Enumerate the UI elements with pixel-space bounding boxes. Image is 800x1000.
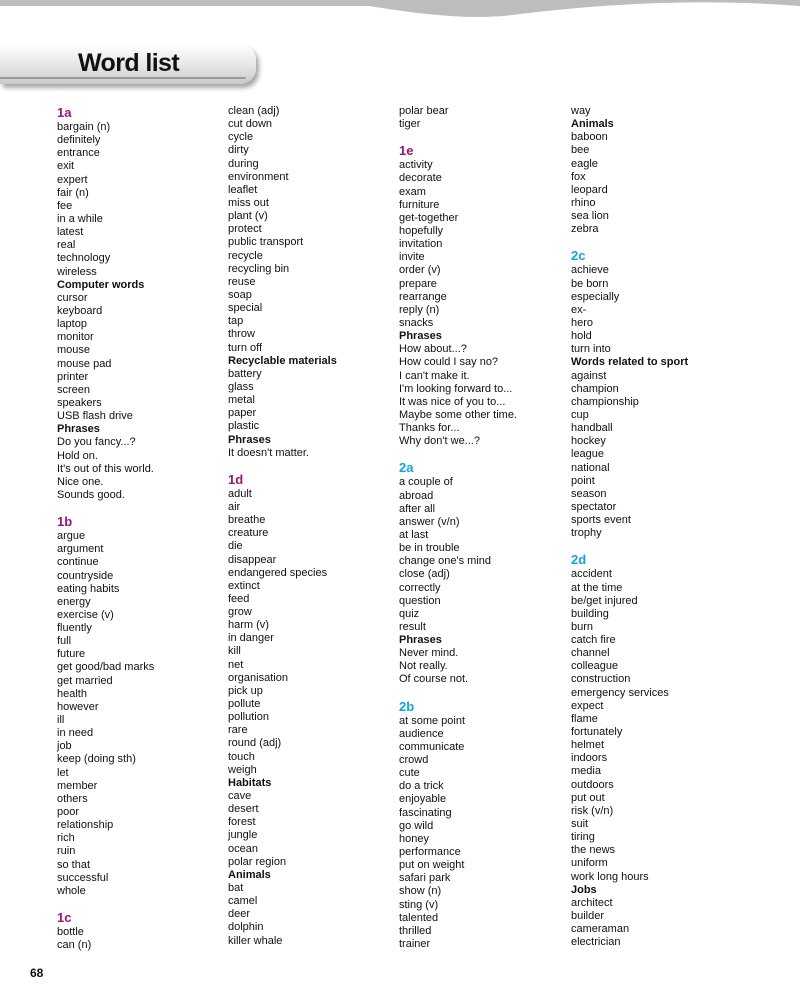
- word-entry: ill: [57, 714, 65, 727]
- word-entry: so that: [57, 858, 91, 871]
- word-entry: show (n): [399, 885, 442, 898]
- word-entry: polar bear: [399, 105, 449, 117]
- word-entry: cameraman: [571, 923, 630, 936]
- word-entry: the news: [571, 844, 616, 857]
- word-entry: touch: [228, 750, 255, 763]
- word-entry: whole: [57, 884, 86, 897]
- word-list: [571, 568, 731, 949]
- word-entry: fortunately: [571, 726, 623, 739]
- word-entry: eagle: [571, 157, 598, 170]
- word-entry: uniform: [571, 857, 608, 870]
- word-entry: continue: [57, 556, 99, 569]
- word-entry: championship: [571, 395, 639, 408]
- word-entry: cave: [228, 790, 252, 803]
- word-entry: clean (adj): [228, 105, 280, 117]
- word-entry: cute: [399, 767, 420, 780]
- word-entry: glass: [228, 380, 254, 393]
- word-entry: hero: [571, 316, 594, 329]
- word-entry: invitation: [399, 238, 443, 251]
- word-list: [571, 264, 731, 540]
- word-entry: rearrange: [399, 290, 447, 303]
- word-entry: cut down: [228, 118, 273, 131]
- word-entry: pollution: [228, 711, 269, 724]
- word-entry: net: [228, 658, 244, 671]
- word-entry: correctly: [399, 581, 441, 594]
- word-entry: at the time: [571, 581, 623, 594]
- word-entry: burn: [571, 620, 594, 633]
- section-heading: 1a: [57, 105, 72, 120]
- word-entry: throw: [228, 328, 255, 341]
- word-entry: adult: [228, 487, 252, 500]
- word-section-1a: [57, 105, 217, 502]
- word-entry: Why don't we...?: [399, 435, 480, 448]
- word-entry: countryside: [57, 569, 114, 582]
- word-entry: rare: [228, 724, 248, 737]
- word-entry: thrilled: [399, 924, 432, 937]
- word-entry: others: [57, 792, 88, 805]
- word-entry: furniture: [399, 198, 440, 211]
- word-entry: It's out of this world.: [57, 462, 154, 475]
- section-heading: 1c: [57, 910, 72, 926]
- word-entry: expect: [571, 699, 604, 712]
- word-entry: cursor: [57, 291, 88, 304]
- word-section-2c: [571, 248, 731, 540]
- word-entry: sports event: [571, 514, 631, 527]
- word-entry: against: [571, 369, 607, 382]
- word-entry: Maybe some other time.: [399, 408, 517, 421]
- word-entry: successful: [57, 871, 109, 884]
- word-entry: energy: [57, 595, 91, 608]
- subheading: Phrases: [399, 330, 442, 343]
- word-entry: communicate: [399, 740, 465, 753]
- word-entry: be in trouble: [399, 542, 460, 555]
- word-section-1b: [57, 514, 217, 898]
- word-entry: fascinating: [399, 806, 452, 819]
- word-entry: hold: [571, 330, 592, 343]
- word-entry: turn off: [228, 341, 263, 354]
- word-entry: Not really.: [399, 660, 448, 673]
- word-section-1c: [57, 910, 217, 952]
- word-entry: baboon: [571, 131, 608, 144]
- word-entry: fluently: [57, 622, 92, 635]
- word-entry: screen: [57, 383, 91, 396]
- word-entry: helmet: [571, 739, 605, 752]
- word-list: [228, 488, 388, 948]
- word-entry: organisation: [228, 671, 288, 684]
- word-entry: pick up: [228, 684, 263, 697]
- word-entry: bottle: [57, 926, 84, 939]
- word-entry: printer: [57, 370, 89, 383]
- word-entry: jungle: [228, 829, 258, 842]
- word-entry: member: [57, 779, 98, 792]
- word-entry: exit: [57, 160, 75, 173]
- word-entry: mouse pad: [57, 357, 112, 370]
- word-entry: a couple of: [399, 476, 453, 489]
- section-heading: 2d: [571, 552, 587, 568]
- word-entry: eating habits: [57, 582, 120, 595]
- word-entry: It was nice of you to...: [399, 395, 506, 408]
- subheading: Words related to sport: [571, 356, 689, 369]
- word-column-4: [571, 105, 731, 961]
- section-heading: 2a: [399, 460, 414, 476]
- word-entry: emergency services: [571, 686, 669, 699]
- word-entry: wireless: [57, 265, 97, 278]
- word-entry: league: [571, 448, 605, 461]
- word-entry: answer (v/n): [399, 515, 460, 528]
- word-entry: ex-: [571, 303, 587, 316]
- header-wave-decoration: [0, 0, 800, 40]
- word-entry: argument: [57, 543, 104, 556]
- subheading: Phrases: [228, 433, 271, 446]
- word-section-continued: [399, 105, 559, 131]
- word-entry: snacks: [399, 316, 434, 329]
- word-entry: sting (v): [399, 898, 439, 911]
- word-entry: plastic: [228, 420, 260, 433]
- section-heading: 1e: [399, 143, 414, 159]
- word-entry: talented: [399, 911, 439, 924]
- word-entry: however: [57, 700, 99, 713]
- word-entry: Do you fancy...?: [57, 436, 136, 449]
- word-section-continued: [228, 105, 388, 460]
- word-entry: order (v): [399, 264, 441, 277]
- word-entry: forest: [228, 816, 256, 829]
- word-entry: get married: [57, 674, 113, 687]
- word-entry: rhino: [571, 196, 596, 209]
- page-title: Word list: [78, 49, 180, 77]
- word-entry: tiger: [399, 118, 421, 131]
- word-entry: polar region: [228, 855, 287, 868]
- word-entry: killer whale: [228, 934, 283, 947]
- word-entry: trainer: [399, 938, 431, 951]
- word-entry: public transport: [228, 236, 304, 249]
- word-section-1d: [228, 472, 388, 948]
- word-entry: round (adj): [228, 737, 282, 750]
- word-column-3: [399, 105, 559, 963]
- word-entry: sea lion: [571, 210, 609, 223]
- word-entry: entrance: [57, 147, 100, 160]
- word-entry: keep (doing sth): [57, 753, 136, 766]
- word-entry: abroad: [399, 489, 434, 502]
- word-section-1e: [399, 143, 559, 448]
- word-entry: pollute: [228, 698, 261, 711]
- word-entry: bat: [228, 882, 244, 895]
- word-entry: cup: [571, 408, 589, 421]
- word-entry: future: [57, 648, 86, 661]
- word-entry: electrician: [571, 936, 621, 949]
- word-entry: dirty: [228, 144, 249, 157]
- word-entry: poor: [57, 806, 80, 819]
- word-entry: kill: [228, 645, 241, 658]
- word-entry: leaflet: [228, 183, 258, 196]
- word-entry: endangered species: [228, 566, 328, 579]
- word-entry: recycling bin: [228, 262, 290, 275]
- section-heading: 2b: [399, 698, 415, 714]
- word-entry: let: [57, 766, 69, 779]
- word-entry: can (n): [57, 939, 92, 952]
- word-entry: special: [228, 302, 263, 315]
- word-entry: point: [571, 474, 595, 487]
- word-entry: full: [57, 635, 72, 648]
- word-entry: real: [57, 239, 76, 252]
- word-entry: tiring: [571, 831, 595, 844]
- word-entry: dolphin: [228, 921, 264, 934]
- word-entry: I can't make it.: [399, 369, 470, 382]
- word-entry: keyboard: [57, 304, 103, 317]
- word-entry: argue: [57, 530, 86, 543]
- word-entry: after all: [399, 502, 436, 515]
- word-entry: suit: [571, 818, 589, 831]
- word-entry: media: [571, 765, 601, 778]
- word-entry: performance: [399, 846, 461, 859]
- word-entry: cycle: [228, 131, 254, 144]
- subheading: Recyclable materials: [228, 354, 337, 367]
- word-entry: prepare: [399, 277, 437, 290]
- word-entry: put on weight: [399, 859, 465, 872]
- word-list: [228, 105, 388, 460]
- section-heading: 2c: [571, 248, 586, 264]
- word-entry: exam: [399, 185, 426, 198]
- subheading: Phrases: [57, 423, 100, 436]
- word-entry: channel: [571, 647, 610, 660]
- word-entry: quiz: [399, 607, 420, 620]
- word-entry: get good/bad marks: [57, 661, 155, 674]
- word-entry: season: [571, 487, 607, 500]
- word-entry: deer: [228, 908, 251, 921]
- word-entry: paper: [228, 407, 257, 420]
- word-entry: latest: [57, 226, 84, 239]
- word-entry: fee: [57, 199, 73, 212]
- word-entry: bee: [571, 144, 590, 157]
- word-entry: job: [57, 740, 72, 753]
- word-entry: tap: [228, 315, 244, 328]
- word-entry: indoors: [571, 752, 608, 765]
- word-section-2b: [399, 699, 559, 952]
- subheading: Habitats: [228, 776, 272, 789]
- subheading: Jobs: [571, 883, 597, 896]
- word-entry: Of course not.: [399, 673, 469, 686]
- word-entry: definitely: [57, 134, 101, 147]
- word-entry: technology: [57, 252, 111, 265]
- word-entry: risk (v/n): [571, 804, 614, 817]
- word-entry: at some point: [399, 714, 466, 727]
- word-entry: achieve: [571, 264, 609, 277]
- word-entry: invite: [399, 251, 425, 264]
- word-entry: disappear: [228, 553, 277, 566]
- word-entry: How about...?: [399, 343, 467, 356]
- word-entry: go wild: [399, 819, 434, 832]
- word-entry: camel: [228, 895, 258, 908]
- word-entry: speakers: [57, 396, 102, 409]
- word-entry: way: [571, 105, 591, 117]
- word-entry: die: [228, 540, 243, 553]
- word-entry: metal: [228, 394, 255, 407]
- word-entry: fair (n): [57, 186, 89, 199]
- word-entry: building: [571, 607, 609, 620]
- word-entry: fox: [571, 170, 586, 183]
- section-heading: 1b: [57, 514, 73, 530]
- word-entry: expert: [57, 173, 88, 186]
- subheading: Animals: [571, 118, 614, 131]
- word-entry: reuse: [228, 275, 256, 288]
- word-entry: It doesn't matter.: [228, 446, 309, 459]
- word-entry: audience: [399, 727, 444, 740]
- word-entry: leopard: [571, 183, 608, 196]
- word-entry: Sounds good.: [57, 488, 125, 501]
- word-column-2: [228, 105, 388, 960]
- word-entry: in danger: [228, 632, 274, 645]
- word-entry: decorate: [399, 172, 442, 185]
- word-entry: monitor: [57, 331, 94, 344]
- word-section-2d: [571, 552, 731, 949]
- word-entry: protect: [228, 223, 262, 236]
- word-entry: during: [228, 157, 259, 170]
- word-entry: change one's mind: [399, 555, 491, 568]
- word-entry: How could I say no?: [399, 356, 499, 369]
- word-entry: construction: [571, 673, 631, 686]
- word-entry: battery: [228, 367, 262, 380]
- word-list: [399, 476, 559, 686]
- word-list: [57, 926, 217, 952]
- word-entry: ruin: [57, 845, 76, 858]
- word-entry: Never mind.: [399, 647, 459, 660]
- word-entry: builder: [571, 910, 605, 923]
- word-entry: safari park: [399, 872, 451, 885]
- word-list: [571, 105, 731, 236]
- word-entry: trophy: [571, 527, 602, 540]
- word-entry: relationship: [57, 819, 114, 832]
- subheading: Phrases: [399, 634, 442, 647]
- word-entry: architect: [571, 896, 613, 909]
- word-list: [399, 159, 559, 448]
- word-entry: enjoyable: [399, 793, 447, 806]
- word-entry: health: [57, 687, 87, 700]
- subheading: Computer words: [57, 278, 145, 291]
- word-list: [57, 530, 217, 898]
- word-entry: plant (v): [228, 210, 268, 223]
- page-number: 68: [30, 966, 44, 980]
- word-list: [399, 715, 559, 952]
- word-entry: spectator: [571, 500, 617, 513]
- word-list: [57, 121, 217, 502]
- word-entry: bargain (n): [57, 121, 111, 133]
- word-entry: I'm looking forward to...: [399, 382, 513, 395]
- word-entry: flame: [571, 712, 598, 725]
- word-entry: creature: [228, 527, 269, 540]
- word-entry: Thanks for...: [399, 422, 460, 435]
- word-entry: recycle: [228, 249, 263, 262]
- word-entry: rich: [57, 832, 75, 845]
- word-entry: handball: [571, 422, 613, 435]
- word-entry: outdoors: [571, 778, 614, 791]
- word-entry: breathe: [228, 514, 266, 527]
- word-entry: activity: [399, 159, 433, 172]
- word-entry: soap: [228, 288, 252, 301]
- word-entry: especially: [571, 290, 620, 303]
- word-entry: laptop: [57, 318, 87, 331]
- word-entry: exercise (v): [57, 608, 114, 621]
- word-entry: harm (v): [228, 619, 269, 632]
- word-list: [399, 105, 559, 131]
- word-entry: question: [399, 594, 441, 607]
- word-entry: do a trick: [399, 780, 444, 793]
- word-entry: crowd: [399, 754, 429, 767]
- word-entry: champion: [571, 382, 619, 395]
- word-entry: environment: [228, 170, 289, 183]
- word-entry: put out: [571, 791, 605, 804]
- section-heading: 1d: [228, 471, 244, 487]
- word-entry: reply (n): [399, 303, 440, 316]
- word-entry: be born: [571, 277, 609, 290]
- word-entry: Nice one.: [57, 475, 104, 488]
- word-entry: mouse: [57, 344, 91, 357]
- word-entry: in a while: [57, 212, 103, 225]
- word-entry: work long hours: [571, 870, 649, 883]
- word-entry: ocean: [228, 842, 258, 855]
- word-entry: grow: [228, 606, 252, 619]
- word-entry: Hold on.: [57, 449, 98, 462]
- subheading: Animals: [228, 868, 271, 881]
- word-entry: feed: [228, 592, 250, 605]
- word-entry: desert: [228, 803, 259, 816]
- word-entry: colleague: [571, 660, 619, 673]
- word-entry: honey: [399, 832, 429, 845]
- word-entry: extinct: [228, 579, 260, 592]
- word-entry: be/get injured: [571, 594, 638, 607]
- word-entry: hockey: [571, 435, 606, 448]
- word-column-1: [57, 105, 217, 964]
- word-entry: national: [571, 461, 610, 474]
- word-entry: close (adj): [399, 568, 450, 581]
- word-entry: USB flash drive: [57, 410, 133, 423]
- word-entry: zebra: [571, 223, 599, 236]
- word-entry: miss out: [228, 196, 269, 209]
- word-entry: accident: [571, 568, 612, 581]
- word-entry: get-together: [399, 211, 459, 224]
- word-entry: in need: [57, 727, 94, 740]
- word-entry: turn into: [571, 343, 611, 356]
- word-entry: at last: [399, 528, 429, 541]
- word-entry: hopefully: [399, 224, 444, 237]
- word-section-2a: [399, 460, 559, 686]
- word-entry: catch fire: [571, 634, 616, 647]
- word-section-continued: [571, 105, 731, 236]
- word-entry: air: [228, 500, 241, 513]
- word-entry: result: [399, 620, 426, 633]
- word-entry: weigh: [228, 763, 257, 776]
